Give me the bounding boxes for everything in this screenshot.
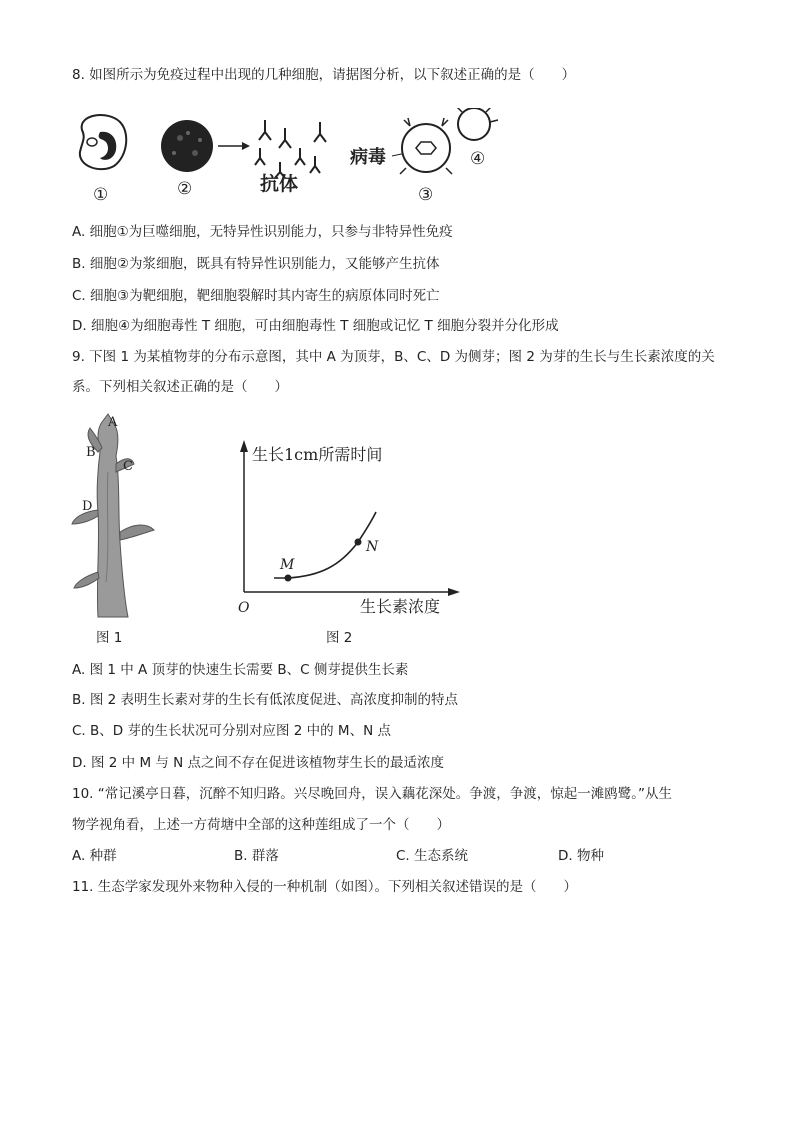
label-1: ① xyxy=(93,185,109,203)
q9-figure1 xyxy=(68,412,168,622)
q8-option-b: B. 细胞②为浆细胞，既具有特异性识别能力，又能够产生抗体 xyxy=(72,256,440,272)
label-4: ④ xyxy=(470,149,486,169)
bud-label-c: C xyxy=(123,459,133,474)
q9-option-d: D. 图 2 中 M 与 N 点之间不存在促进该植物芽生长的最适浓度 xyxy=(72,755,445,771)
virus-label: 病毒 xyxy=(350,147,386,168)
q9-option-c: C. B、D 芽的生长状况可分别对应图 2 中的 M、N 点 xyxy=(72,723,391,739)
label-2: ② xyxy=(177,179,193,199)
plasma-cell xyxy=(161,120,213,172)
q9-option-a: A. 图 1 中 A 顶芽的快速生长需要 B、C 侧芽提供生长素 xyxy=(72,662,409,678)
point-m xyxy=(285,575,292,582)
q11-stem: 11. 生态学家发现外来物种入侵的一种机制（如图）。下列相关叙述错误的是（ ） xyxy=(72,879,578,895)
bud-label-d: D xyxy=(82,499,93,514)
point-label-m: M xyxy=(280,557,295,573)
q8-option-d: D. 细胞④为细胞毒性 T 细胞，可由细胞毒性 T 细胞或记忆 T 细胞分裂并分化形成 xyxy=(72,318,559,334)
antibody-label: 抗体 xyxy=(260,173,299,195)
cytotoxic-t-cell xyxy=(456,108,498,140)
q8-option-c: C. 细胞③为靶细胞，靶细胞裂解时其内寄生的病原体同时死亡 xyxy=(72,288,440,304)
y-axis-label: 生长1cm所需时间 xyxy=(252,445,383,464)
q10-stem-line2: 物学视角看，上述一方荷塘中全部的这种莲组成了一个（ ） xyxy=(72,817,450,833)
antibodies xyxy=(255,120,326,178)
q10-option-c: C. 生态系统 xyxy=(396,848,469,864)
label-3: ③ xyxy=(418,185,434,203)
q9-stem-line1: 9. 下图 1 为某植物芽的分布示意图，其中 A 为顶芽，B、C、D 为侧芽；图 2 为芽的生长与生长素浓度的关 xyxy=(72,349,715,365)
q10-stem-line1: 10. “常记溪亭日暮，沉醉不知归路。兴尽晚回舟，误入藕花深处。争渡，争渡，惊起一滩鸥鹭。”从生 xyxy=(72,786,672,802)
q10-option-b: B. 群落 xyxy=(234,848,279,864)
q8-figure xyxy=(70,108,510,203)
point-label-n: N xyxy=(366,539,379,555)
x-axis-label: 生长素浓度 xyxy=(360,597,441,616)
q10-option-d: D. 物种 xyxy=(558,848,604,864)
bud-label-b: B xyxy=(86,445,96,460)
point-n xyxy=(355,539,362,546)
q8-stem: 8. 如图所示为免疫过程中出现的几种细胞，请据图分析，以下叙述正确的是（ ） xyxy=(72,67,576,83)
q9-figure2 xyxy=(230,432,470,622)
target-cell xyxy=(400,118,452,174)
fig1-caption: 图 1 xyxy=(96,630,123,646)
q10-option-a: A. 种群 xyxy=(72,848,117,864)
q9-stem-line2: 系。下列相关叙述正确的是（ ） xyxy=(72,379,288,395)
origin-label: O xyxy=(238,600,250,616)
q9-option-b: B. 图 2 表明生长素对芽的生长有低浓度促进、高浓度抑制的特点 xyxy=(72,692,459,708)
q8-option-a: A. 细胞①为巨噬细胞，无特异性识别能力，只参与非特异性免疫 xyxy=(72,224,453,240)
bud-label-a: A xyxy=(108,415,118,430)
macrophage-cell xyxy=(80,115,126,169)
fig2-caption: 图 2 xyxy=(326,630,353,646)
